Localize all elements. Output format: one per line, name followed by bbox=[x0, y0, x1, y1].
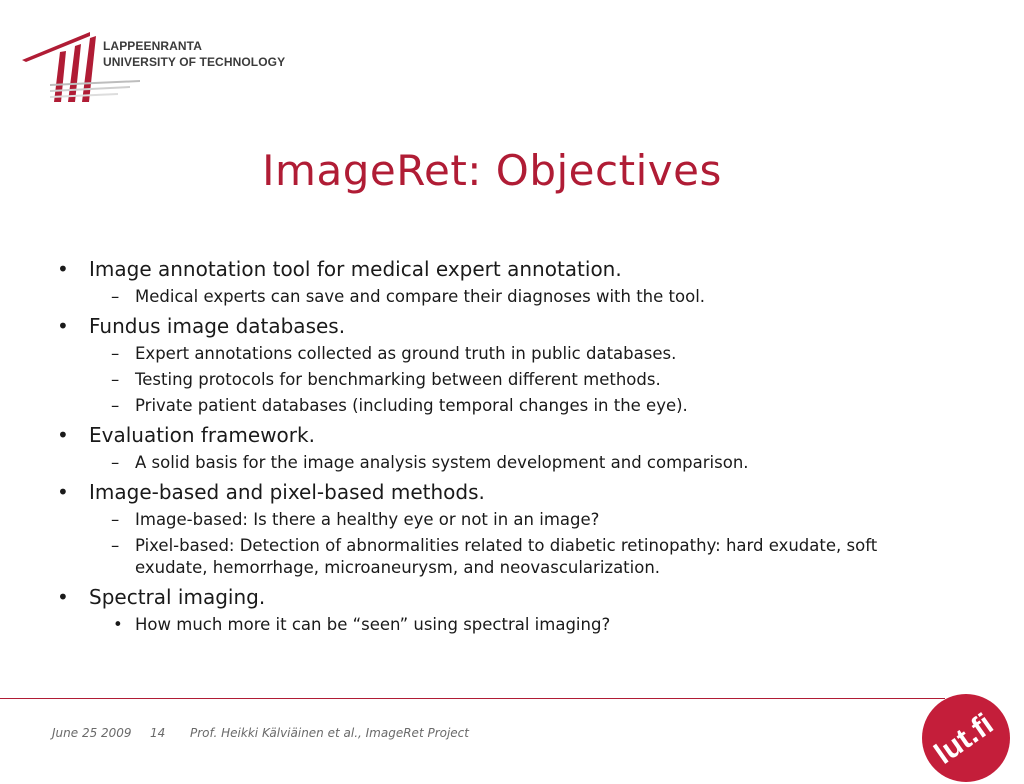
sub-bullet-item bbox=[0, 286, 1024, 308]
sub-bullet-item bbox=[0, 509, 1024, 531]
sub-bullet-dash-mark: – bbox=[111, 344, 120, 363]
bullet-text: Image annotation tool for medical expert annotation. bbox=[89, 257, 622, 281]
sub-bullet-text: Pixel-based: Detection of abnormalities related to diabetic retinopathy: hard exudate, soft exudate, hemorrhage, microaneurysm, and neovascularization. bbox=[135, 536, 878, 577]
sub-bullet-dash-mark: – bbox=[111, 453, 120, 472]
bullet-item bbox=[0, 478, 1024, 507]
sub-bullet-item bbox=[0, 369, 1024, 391]
bullet-item bbox=[0, 421, 1024, 450]
university-name-line2: UNIVERSITY OF TECHNOLOGY bbox=[103, 55, 286, 69]
slide-title: ImageRet: Objectives bbox=[262, 146, 722, 195]
badge-text: lut.fi bbox=[928, 707, 1000, 771]
sub-bullet-item bbox=[0, 343, 1024, 365]
bullet-mark: • bbox=[57, 423, 69, 447]
sub-bullet-dash-mark: – bbox=[111, 287, 120, 306]
lut-fi-badge bbox=[920, 692, 1012, 784]
sub-bullet-item bbox=[0, 395, 1024, 417]
sub-bullet-text: A solid basis for the image analysis system development and comparison. bbox=[135, 453, 749, 472]
bullet-text: Fundus image databases. bbox=[89, 314, 346, 338]
bullet-item bbox=[0, 312, 1024, 341]
bullet-mark: • bbox=[57, 314, 69, 338]
sub-bullet-dash-mark: – bbox=[111, 396, 120, 415]
sub-bullet-text: Image-based: Is there a healthy eye or not in an image? bbox=[135, 510, 600, 529]
sub-bullet-dot-mark: • bbox=[113, 615, 123, 634]
sub-bullet-item bbox=[0, 452, 1024, 474]
sub-bullet-item bbox=[0, 614, 1024, 636]
sub-bullet-text: How much more it can be “seen” using spectral imaging? bbox=[135, 615, 611, 634]
bullet-mark: • bbox=[57, 480, 69, 504]
sub-bullet-dash-mark: – bbox=[111, 370, 120, 389]
sub-bullet-text: Testing protocols for benchmarking between different methods. bbox=[135, 370, 661, 389]
bullet-mark: • bbox=[57, 257, 69, 281]
footer-date: June 25 2009 bbox=[52, 726, 132, 740]
footer-page-number: 14 bbox=[150, 726, 166, 740]
university-name bbox=[103, 38, 285, 70]
bullet-item bbox=[0, 255, 1024, 284]
bullet-list bbox=[0, 255, 1024, 640]
footer-divider bbox=[0, 698, 945, 699]
sub-bullet-text: Expert annotations collected as ground truth in public databases. bbox=[135, 344, 677, 363]
bullet-text: Image-based and pixel-based methods. bbox=[89, 480, 485, 504]
bullet-text: Spectral imaging. bbox=[89, 585, 266, 609]
sub-bullet-text: Medical experts can save and compare their diagnoses with the tool. bbox=[135, 287, 706, 306]
bullet-mark: • bbox=[57, 585, 69, 609]
university-name-line1: LAPPEENRANTA bbox=[103, 39, 202, 53]
sub-bullet-dash-mark: – bbox=[111, 510, 120, 529]
sub-bullet-dash-mark: – bbox=[111, 536, 120, 555]
sub-bullet-item bbox=[0, 535, 1024, 579]
bullet-text: Evaluation framework. bbox=[89, 423, 315, 447]
footer-author: Prof. Heikki Kälviäinen et al., ImageRet Project bbox=[190, 726, 469, 740]
sub-bullet-text: Private patient databases (including temporal changes in the eye). bbox=[135, 396, 688, 415]
bullet-item bbox=[0, 583, 1024, 612]
